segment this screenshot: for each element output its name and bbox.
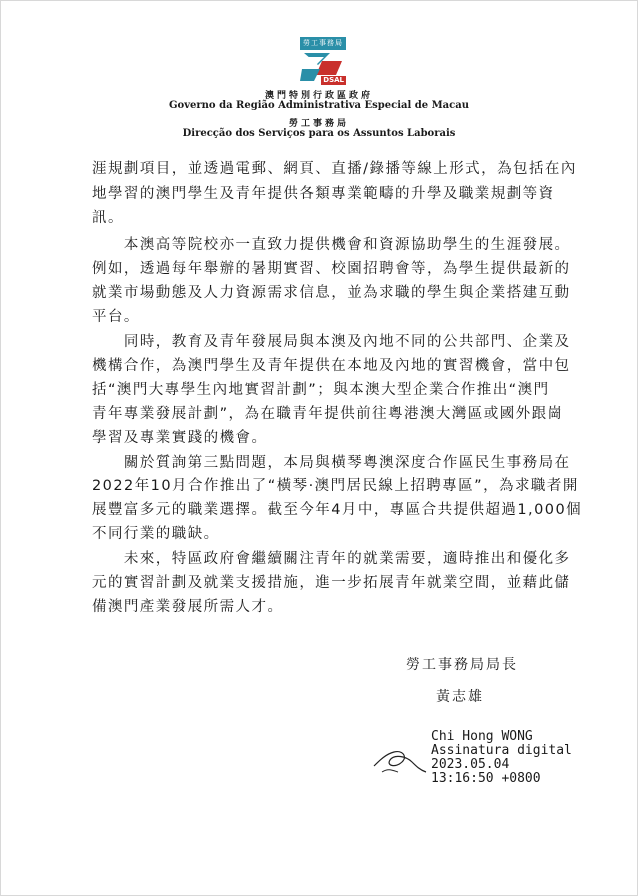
body-line: 機構合作，為澳門學生及青年提供在本地及內地的實習機會，當中包 bbox=[92, 358, 571, 374]
body-line: 備澳門產業發展所需人才。 bbox=[92, 599, 284, 615]
body-line: 括“澳門大專學生內地實習計劃”；與本澳大型企業合作推出“澳門 bbox=[92, 382, 550, 398]
logo-brand: DSAL bbox=[323, 76, 344, 84]
dept-name-cn: 勞工事務局 bbox=[288, 119, 349, 129]
body-line: 地學習的澳門學生及青年提供各類專業範疇的升學及職業規劃等資 bbox=[92, 186, 555, 202]
handwritten-signature-icon bbox=[372, 742, 428, 776]
body-line: 涯規劃項目，並透過電郵、網頁、直播/錄播等線上形式，為包括在內 bbox=[92, 161, 577, 177]
digital-signature-time: 13:16:50 +0800 bbox=[431, 771, 541, 786]
logo-top-text: 勞工事務局 bbox=[300, 37, 346, 50]
org-name-cn: 澳門特別行政區政府 bbox=[264, 91, 373, 101]
body-line: 展豐富多元的職業選擇。截至今年4月中，專區合共提供超過1,000個 bbox=[92, 502, 583, 518]
body-line: 學習及專業實踐的機會。 bbox=[92, 430, 268, 446]
digital-signature-label: Assinatura digital bbox=[431, 743, 572, 758]
body-line: 本澳高等院校亦一直致力提供機會和資源協助學生的生涯發展。 bbox=[92, 237, 571, 253]
signatory-name: 黃志雄 bbox=[436, 689, 484, 705]
digital-signature-name: Chi Hong WONG bbox=[431, 729, 533, 744]
body-line: 例如，透過每年舉辦的暑期實習、校園招聘會等，為學生提供最新的 bbox=[92, 261, 571, 277]
body-line: 青年專業發展計劃”，為在職青年提供前往粵港澳大灣區或國外跟崗 bbox=[92, 406, 564, 422]
digital-signature-date: 2023.05.04 bbox=[431, 757, 510, 772]
body-line: 就業市場動態及人力資源需求信息，並為求職的學生與企業搭建互動 bbox=[92, 285, 571, 301]
body-line: 同時，教育及青年發展局與本澳及內地不同的公共部門、企業及 bbox=[92, 334, 571, 350]
signatory-title: 勞工事務局局長 bbox=[406, 657, 518, 673]
dsal-logo bbox=[300, 37, 346, 85]
body-line: 未來，特區政府會繼續關注青年的就業需要，適時推出和優化多 bbox=[92, 551, 571, 567]
body-line: 訊。 bbox=[92, 210, 124, 226]
body-line: 平台。 bbox=[92, 309, 140, 325]
dept-name-pt: Direcção dos Serviços para os Assuntos Laborais bbox=[182, 128, 456, 139]
body-line: 不同行業的職缺。 bbox=[92, 526, 220, 542]
body-line: 關於質詢第三點問題，本局與橫琴粵澳深度合作區民生事務局在 bbox=[92, 455, 571, 471]
body-line: 2022年10月合作推出了“橫琴·澳門居民線上招聘專區”，為求職者開 bbox=[92, 478, 579, 494]
body-line: 元的實習計劃及就業支援措施，進一步拓展青年就業空間，並藉此儲 bbox=[92, 575, 571, 591]
org-name-pt: Governo da Região Administrativa Especial de Macau bbox=[169, 100, 469, 111]
